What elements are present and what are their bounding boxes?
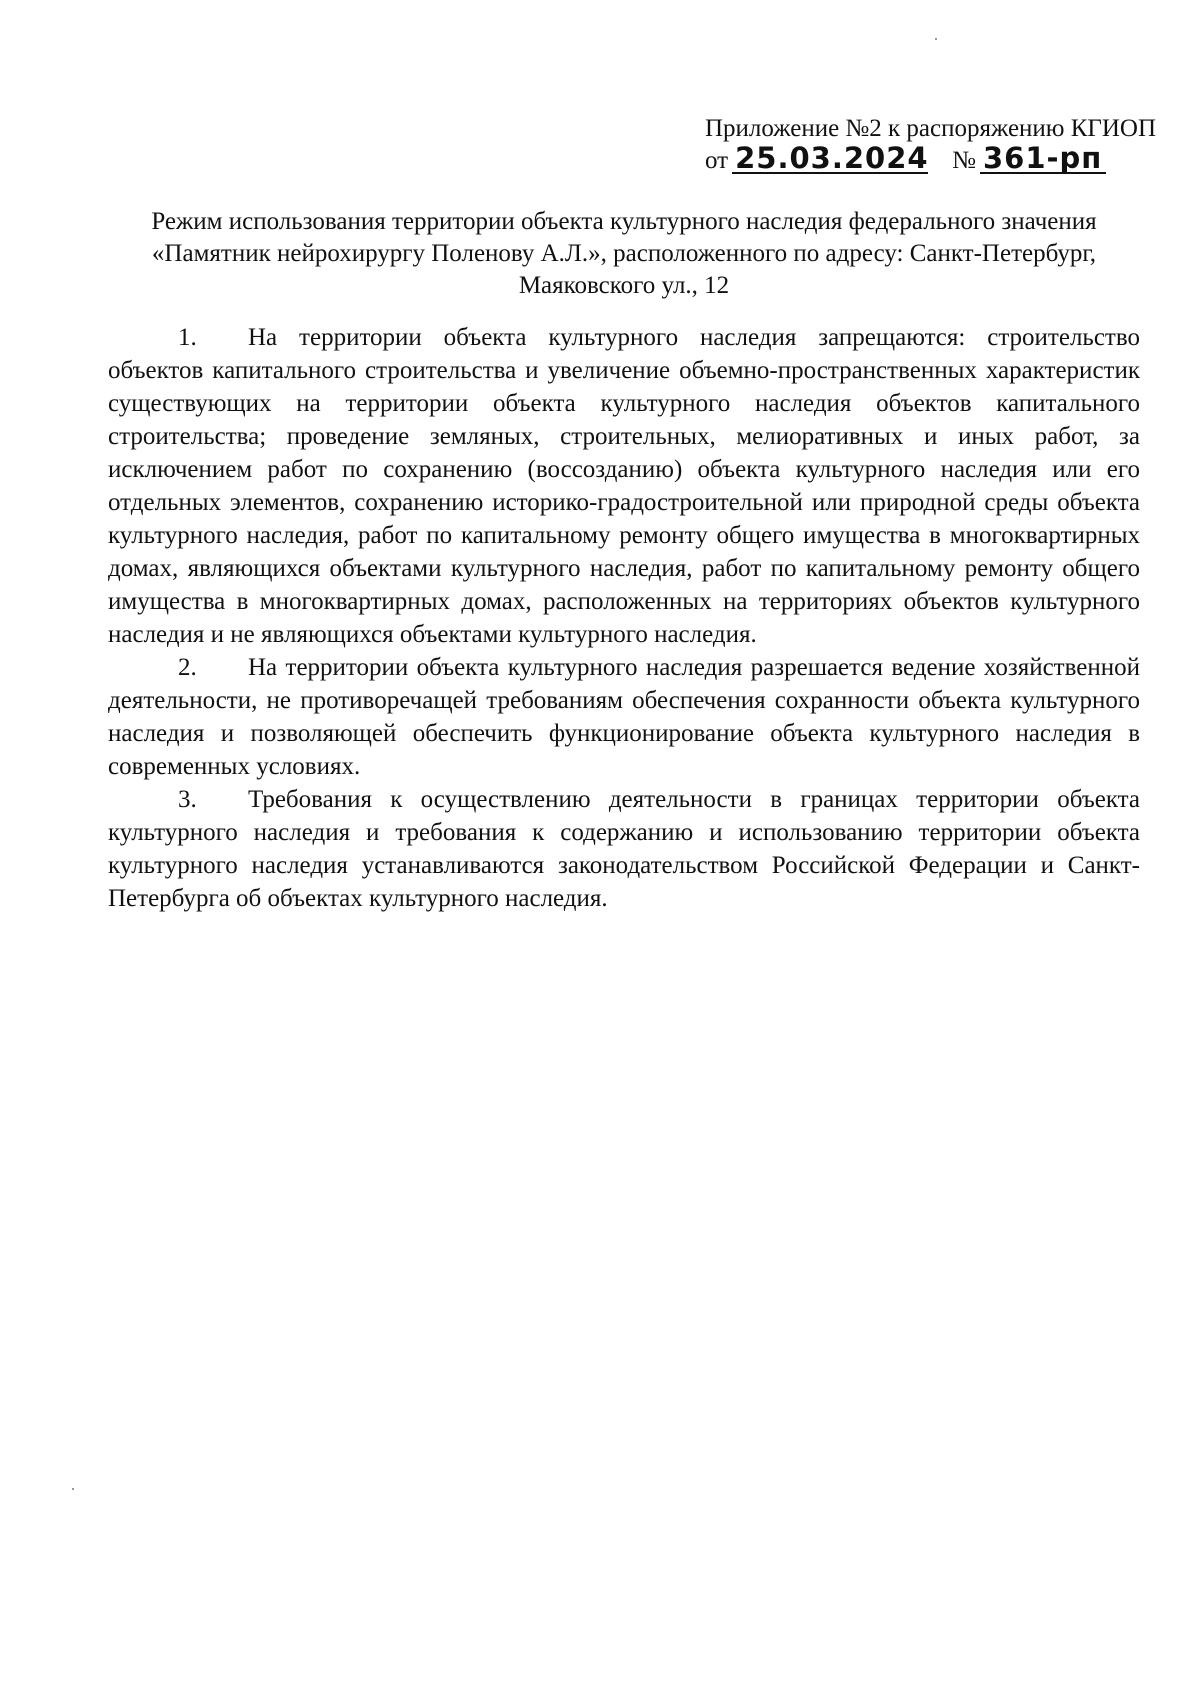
paragraph-number: 2. <box>178 654 197 681</box>
appendix-title: Приложение №2 к распоряжению КГИОП <box>705 115 1157 142</box>
scan-speck <box>72 1488 74 1490</box>
paragraph-1 <box>108 321 1140 651</box>
document-title <box>108 206 1140 302</box>
title-line-3: Маяковского ул., 12 <box>518 272 730 299</box>
scan-speck <box>935 38 937 40</box>
paragraph-number: 3. <box>178 786 197 813</box>
paragraph-3 <box>108 783 1140 915</box>
document-body <box>108 321 1140 915</box>
paragraph-number: 1. <box>178 324 197 351</box>
title-line-2: «Памятник нейрохирургу Поленову А.Л.», расположенного по адресу: Санкт-Петербург, <box>151 240 1097 267</box>
paragraph-text: Требования к осуществлению деятельности в границах территории объекта культурного наследия и требования к содержанию и использованию территории объекта культурного наследия устанавливаются законодательством Российской Федерации и Санкт-Петербурга об объектах культурного наследия. <box>108 786 1140 912</box>
date-prefix: от <box>705 147 729 174</box>
paragraph-text: На территории объекта культурного наследия запрещаются: строительство объектов капитального строительства и увеличение объемно-пространственных характеристик существующих на территории объекта культурного наследия объектов капитального строительства; проведение земляных, строительных, мелиоративных и иных работ, за исключением работ по сохранению (воссозданию) объекта культурного наследия или его отдельных элементов, сохранению историко-градостроительной или природной среды объекта культурного наследия, работ по капитальному ремонту общего имущества в многоквартирных домах, являющихся объектами культурного наследия, работ по капитальному ремонту общего имущества в многоквартирных домах, расположенных на территориях объектов культурного наследия и не являющихся объектами культурного наследия. <box>108 324 1140 648</box>
handwritten-date: 25.03.2024 <box>732 144 928 174</box>
appendix-header <box>705 114 1165 176</box>
appendix-date-number-line <box>705 141 1165 176</box>
number-label: № <box>952 147 976 174</box>
title-line-1: Режим использования территории объекта культурного наследия федерального значения <box>151 208 1097 235</box>
paragraph-2 <box>108 651 1140 783</box>
paragraph-text: На территории объекта культурного наследия разрешается ведение хозяйственной деятельности, не противоречащей требованиям обеспечения сохранности объекта культурного наследия и позволяющей обеспечить функционирование объекта культурного наследия в современных условиях. <box>108 654 1140 780</box>
handwritten-number: 361-рп <box>980 144 1106 174</box>
